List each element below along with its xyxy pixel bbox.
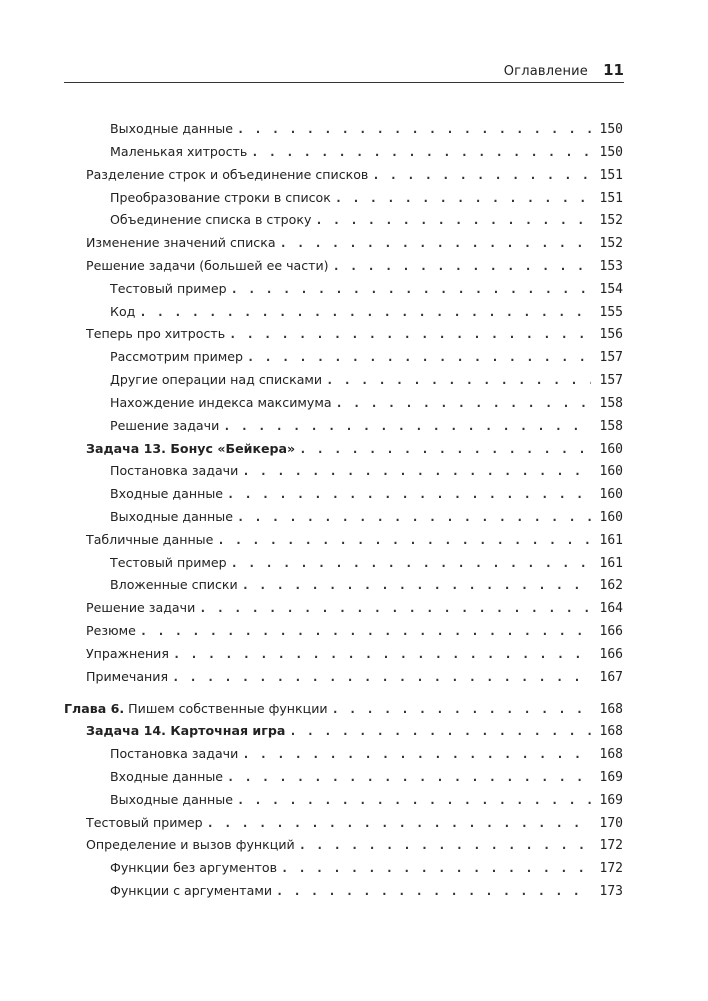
toc-chapter-title: Пишем собственные функции [128,700,328,716]
toc-entry [64,815,623,837]
toc-entry-title: Выходные данные [110,121,233,136]
toc-dot-leader [140,624,591,638]
toc-page-number: 150 [599,122,623,137]
toc-page-number: 161 [599,532,623,548]
toc-dot-leader [139,305,591,319]
toc-entry [64,600,623,622]
toc-entry [64,883,623,905]
toc-entry-title: Функции с аргументами [110,883,273,899]
toc-entry-title: Резюме [86,623,136,638]
toc-page-number: 158 [599,395,623,411]
toc-page-number: 156 [599,327,623,343]
toc-dot-leader [231,282,591,296]
toc-dot-leader [172,670,591,684]
toc-page-number: 168 [599,747,623,763]
toc-dot-leader [242,578,591,592]
toc-entry-title: Преобразование строки в список [110,189,331,205]
toc-page-number: 172 [599,838,623,854]
toc-dot-leader [281,861,591,875]
toc-entry [64,792,623,814]
toc-entry [64,235,623,257]
toc-page-number: 166 [599,624,623,639]
toc-entry [64,509,623,531]
toc-dot-leader [289,724,591,738]
running-header-page-number: 11 [603,61,624,79]
toc-page-number: 157 [599,350,623,366]
toc-entry-title: Тестовый пример [110,280,227,296]
toc-dot-leader [336,396,591,410]
toc-entry [64,746,623,768]
toc-entry [64,577,623,599]
toc-entry-title: Примечания [86,668,169,684]
toc-dot-leader [237,510,591,524]
toc-dot-leader [335,191,591,205]
toc-page-number: 169 [599,792,623,808]
toc-entry-title: Функции без аргументов [110,860,278,876]
toc-dot-leader [299,442,591,456]
toc-dot-leader [227,770,591,784]
toc-entry [64,463,623,485]
toc-entry [64,723,623,745]
toc-entry-title: Изменение значений списка [86,235,276,251]
toc-dot-leader [173,647,591,661]
toc-page-number: 168 [599,701,623,717]
toc-page-number: 154 [599,281,623,297]
toc-dot-leader [247,350,591,364]
toc-entry [64,669,623,691]
toc-dot-leader [326,373,591,387]
toc-entry-title: Маленькая хитрость [110,143,248,159]
toc-dot-leader [237,793,591,807]
toc-page-number: 151 [599,167,623,183]
toc-entry-title: Тестовый пример [110,554,227,570]
toc-dot-leader [217,533,591,547]
toc-dot-leader [276,884,591,898]
toc-entry-title: Выходные данные [110,791,233,807]
toc-entry [64,701,623,723]
toc-entry-title: Решение задачи [86,600,196,616]
toc-entry [64,837,623,859]
toc-entry-title: Тестовый пример [86,814,203,830]
toc-dot-leader [227,487,591,501]
toc-entry [64,555,623,577]
toc-dot-leader [315,213,591,227]
toc-dot-leader [231,556,591,570]
toc-page-number: 152 [599,236,623,252]
toc-dot-leader [237,122,591,136]
toc-entry [64,395,623,417]
toc-entry [64,769,623,791]
toc-entry-title: Выходные данные [110,508,233,524]
toc-page-number: 167 [599,669,623,685]
toc-entry [64,349,623,371]
toc-page-number: 170 [599,815,623,831]
toc-chapter-label: Глава 6. [64,700,125,716]
toc-dot-leader [251,145,591,159]
toc-entry-title: Входные данные [110,486,224,502]
toc-entry [64,486,623,508]
toc-entry-title: Нахождение индекса максимума [110,394,332,410]
toc-dot-leader [242,747,591,761]
toc-entry [64,441,623,463]
toc-entry [64,167,623,189]
toc-page-number: 153 [599,258,623,274]
toc-dot-leader [332,702,591,716]
toc-page-number: 168 [599,724,623,740]
toc-dot-leader [199,601,591,615]
toc-page-number: 173 [599,884,623,900]
toc-entry-title: Код [110,303,136,319]
toc-page-number: 150 [599,144,623,160]
toc-entry-title: Входные данные [110,769,224,784]
toc-entry [64,860,623,882]
toc-page-number: 169 [599,770,623,785]
toc-entry [64,212,623,234]
toc-entry-title: Задача 13. Бонус «Бейкера» [86,440,296,456]
toc-entry [64,258,623,280]
toc-dot-leader [333,259,591,273]
toc-entry [64,281,623,303]
toc-entry [64,144,623,166]
toc-page-number: 152 [599,213,623,229]
toc-page-number: 160 [599,487,623,503]
toc-dot-leader [372,168,591,182]
toc-dot-leader [242,464,591,478]
toc-entry-title: Решение задачи (большей ее части) [86,257,329,273]
toc-page-number: 166 [599,646,623,662]
toc-dot-leader [280,236,591,250]
toc-page-number: 160 [599,464,623,480]
toc-entry-title [64,701,328,716]
toc-page-number: 158 [599,418,623,434]
toc-entry-title: Упражнения [86,645,169,661]
toc-entry [64,623,623,645]
toc-page-number: 160 [599,441,623,457]
toc-page-number: 160 [599,509,623,525]
toc-page-number: 161 [599,555,623,571]
toc-page-number: 164 [599,601,623,617]
toc-entry [64,418,623,440]
toc-entry-title: Постановка задачи [110,463,239,479]
toc-page-number: 151 [599,190,623,206]
toc-dot-leader [299,838,591,852]
toc-entry [64,190,623,212]
running-header [64,60,624,83]
toc-entry-title: Теперь про хитрость [86,326,226,342]
toc-entry-title: Решение задачи [110,417,220,433]
toc-entry [64,646,623,668]
toc-page-number: 157 [599,373,623,388]
toc-page-number: 162 [599,578,623,594]
toc-dot-leader [229,327,591,341]
toc-entry-title: Разделение строк и объединение списков [86,166,369,182]
toc-entry-title: Рассмотрим пример [110,349,244,365]
toc-entry [64,121,623,143]
toc-entry-title: Объединение списка в строку [110,212,312,228]
toc-entry-title: Определение и вызов функций [86,837,295,853]
toc-entry [64,532,623,554]
toc-entry [64,304,623,326]
toc-entry [64,372,623,394]
toc-entry-title: Другие операции над списками [110,372,323,387]
toc-entry [64,326,623,348]
toc-entry-title: Табличные данные [86,531,214,547]
toc-page-number: 155 [599,304,623,320]
toc-entry-title: Вложенные списки [110,577,238,593]
toc-dot-leader [223,419,591,433]
toc-page-number: 172 [599,861,623,877]
toc-entry-title: Постановка задачи [110,746,239,762]
toc-dot-leader [207,816,591,830]
toc-entry-title: Задача 14. Карточная игра [86,723,286,739]
running-header-title: Оглавление [503,64,588,79]
